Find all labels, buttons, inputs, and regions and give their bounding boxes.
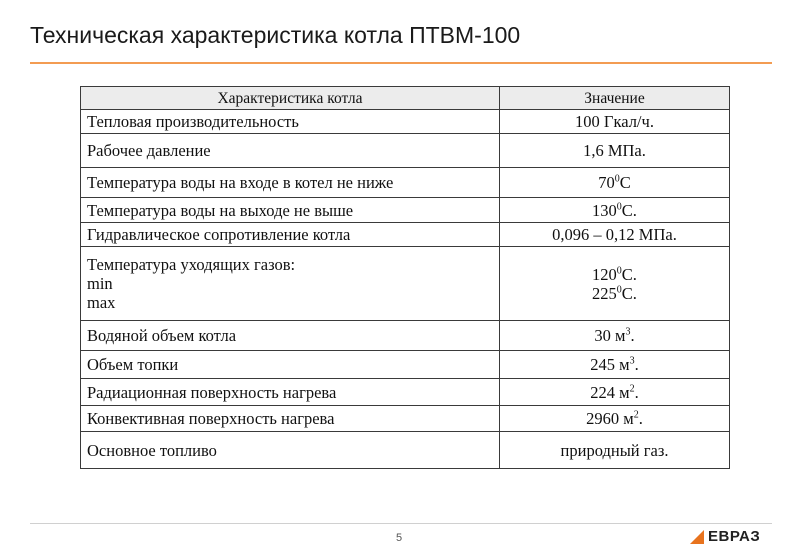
title-divider [30,62,772,64]
table-row [81,379,730,406]
row-value: 0,096 – 0,12 МПа. [500,223,730,247]
row-label: Конвективная поверхность нагрева [81,406,500,432]
row-value-max: $225^0С$. [592,283,637,303]
row-label: Объем топки [81,351,500,379]
logo-text: ЕВРАЗ [708,528,761,545]
table-row [81,247,730,321]
page-number: 5 [396,532,403,544]
table-row [81,198,730,223]
row-label: Температура уходящих газов: [87,255,296,274]
table-row [81,110,730,134]
row-value: 245 $м^3$. [500,351,730,379]
evraz-mark-icon [690,530,704,544]
row-value: 1,6 МПа. [500,134,730,168]
table-row [81,223,730,247]
row-label: Температура воды на выходе не выше [81,198,500,223]
header-characteristic: Характеристика котла [81,87,500,110]
table-header-row [81,87,730,110]
slide-title: Техническая характеристика котла ПТВМ-100 [30,22,521,48]
footer-divider [30,523,772,524]
row-label: Основное топливо [81,432,500,469]
header-value: Значение [500,87,730,110]
evraz-logo [690,528,760,545]
row-label: Радиационная поверхность нагрева [81,379,500,406]
row-label: Тепловая производительность [81,110,500,134]
row-sub-max: max [87,293,116,312]
row-label: Гидравлическое сопротивление котла [81,223,500,247]
row-value-multiline [500,247,730,321]
row-value-min: $120^0С$. [592,264,637,284]
specs-table [80,86,730,469]
row-label: Рабочее давление [81,134,500,168]
row-value: природный газ. [500,432,730,469]
row-sub-min: min [87,274,113,293]
row-label-multiline [81,247,500,321]
row-value: 30 $м^3$. [500,321,730,351]
row-value: $70^0С$ [500,168,730,198]
table-row [81,432,730,469]
row-label: Температура воды на входе в котел не ниже [81,168,500,198]
table-row [81,406,730,432]
table-row [81,168,730,198]
table-row [81,351,730,379]
table-row [81,134,730,168]
row-value: 224 $м^2$. [500,379,730,406]
table-row [81,321,730,351]
row-value: $130^0С$. [500,198,730,223]
row-label: Водяной объем котла [81,321,500,351]
row-value: 2960 $м^2$. [500,406,730,432]
row-value: 100 Гкал/ч. [500,110,730,134]
